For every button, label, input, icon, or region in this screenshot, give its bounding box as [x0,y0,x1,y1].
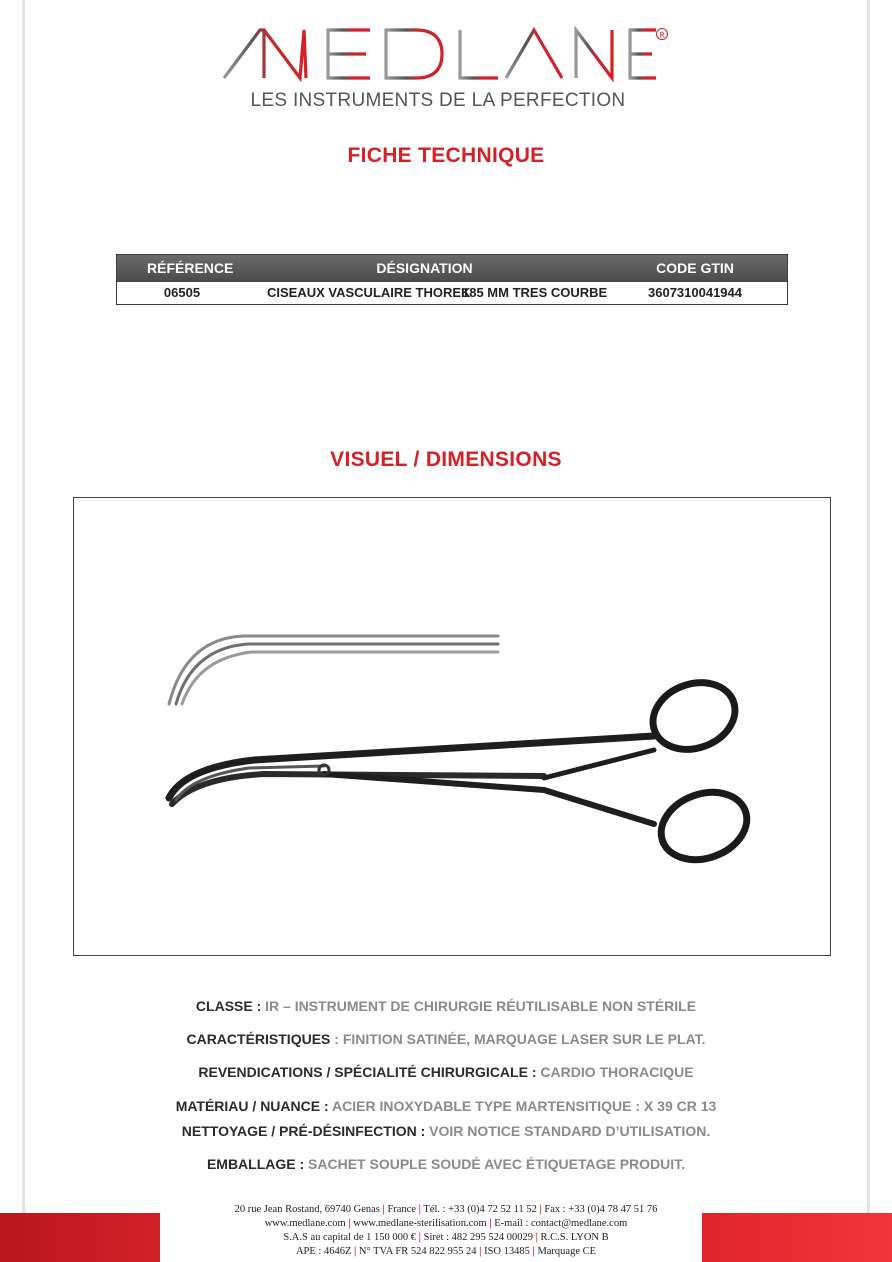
footer-registration-line: APE : 4646Z | N° TVA FR 524 822 955 24 | ISO 13485 | Marquage CE [295,1246,597,1257]
company-footer [0,1203,892,1259]
table-row [117,282,787,304]
cell-reference: 06505 [163,285,201,300]
reference-table [116,254,788,305]
registered-mark: R [659,32,665,39]
product-image-frame [73,497,831,956]
footer-legal-line: S.A.S au capital de 1 150 000 € | Siret : 482 295 524 00029 | R.C.S. LYON B [283,1232,609,1243]
medlane-logo [220,26,672,82]
footer-address-line: 20 rue Jean Rostand, 69740 Genas | France | Tél. : +33 (0)4 72 52 11 52 | Fax : +33 (0)4 78 47 51 76 [234,1204,658,1215]
sterilisation-website-link[interactable]: www.medlane-sterilisation.com [353,1218,487,1229]
website-link[interactable]: www.medlane.com [264,1218,346,1229]
spec-materiau: MATÉRIAU / NUANCE : ACIER INOXYDABLE TYPE MARTENSITIQUE : X 39 CR 13 [175,1098,717,1114]
footer-web-line: www.medlane.com | www.medlane-sterilisation.com | E-mail : contact@medlane.com [264,1218,628,1229]
email-link[interactable]: E-mail : contact@medlane.com [494,1218,628,1229]
cell-designation-name: CISEAUX VASCULAIRE THOREK [267,285,471,300]
spec-classe: CLASSE : IR – INSTRUMENT DE CHIRURGIE RÉUTILISABLE NON STÉRILE [195,998,697,1014]
spec-caracteristiques: CARACTÉRISTIQUES : FINITION SATINÉE, MARQUAGE LASER SUR LE PLAT. [186,1031,706,1047]
table-header [117,255,787,282]
visual-title: VISUEL / DIMENSIONS [330,448,562,471]
header-designation: DÉSIGNATION [376,260,473,276]
header-gtin: CODE GTIN [656,260,734,276]
spec-nettoyage: NETTOYAGE / PRÉ-DÉSINFECTION : VOIR NOTICE STANDARD D’UTILISATION. [181,1123,711,1139]
spec-revendications: REVENDICATIONS / SPÉCIALITÉ CHIRURGICALE : CARDIO THORACIQUE [198,1064,694,1080]
cell-gtin: 3607310041944 [648,285,742,300]
brand-tagline: LES INSTRUMENTS DE LA PERFECTION [250,90,626,111]
sheet-title: FICHE TECHNIQUE [347,144,545,167]
spec-emballage: EMBALLAGE : SACHET SOUPLE SOUDÉ AVEC ÉTIQUETAGE PRODUIT. [206,1156,686,1172]
cell-designation-size: 185 MM TRES COURBE [462,285,608,300]
scissors-illustration [74,498,830,955]
header-reference: RÉFÉRENCE [147,260,234,276]
